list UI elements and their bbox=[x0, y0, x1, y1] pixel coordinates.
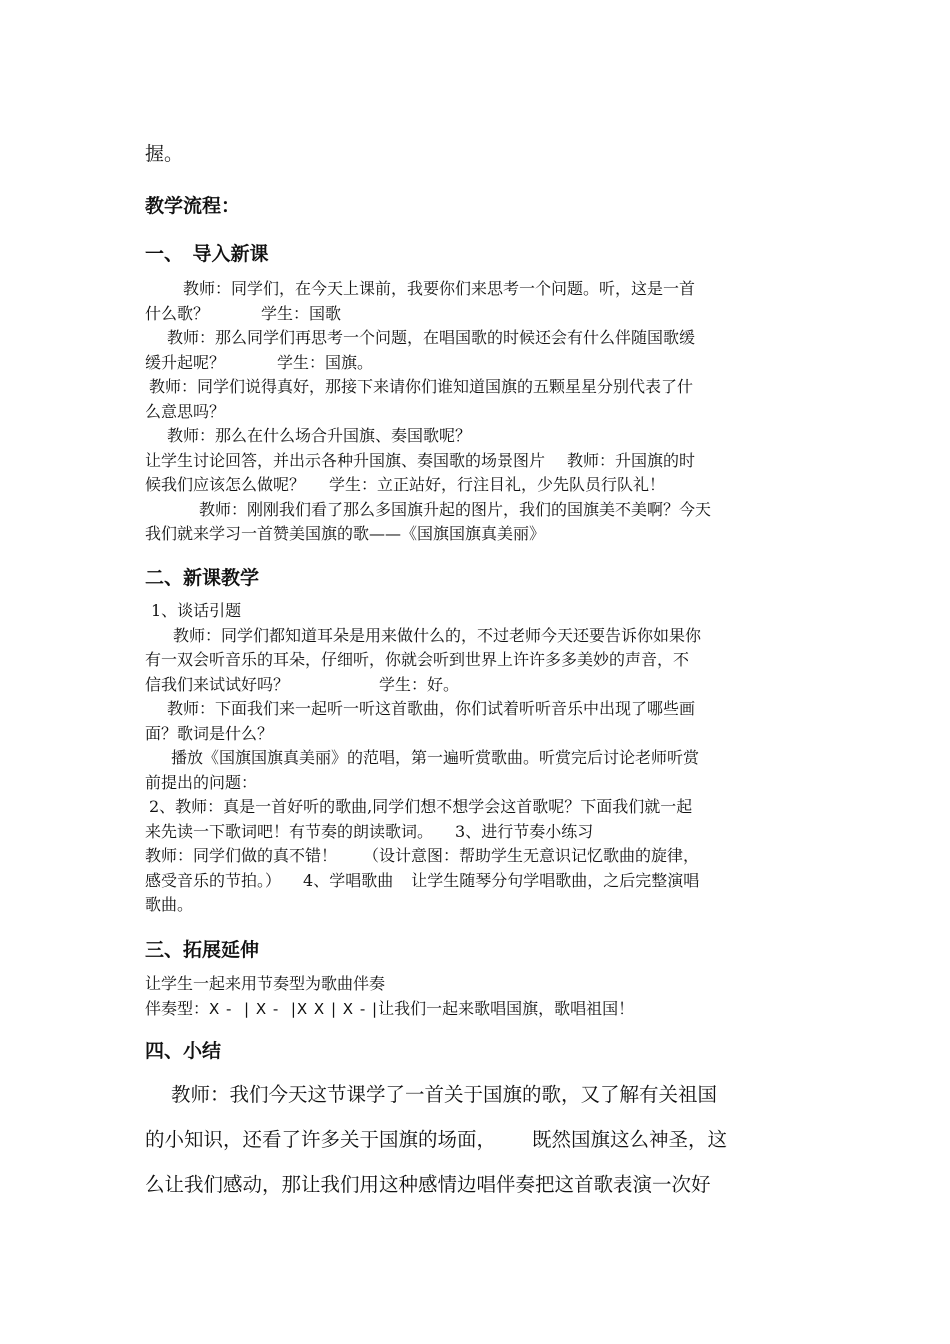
section-1-body bbox=[145, 277, 807, 547]
rhythm-line: 伴奏型：X - | X - |X X | X - |让我们一起来歌唱国旗，歌唱祖国！ bbox=[145, 998, 635, 1018]
paragraph: 么意思吗？ bbox=[145, 401, 226, 421]
paragraph: 2、教师：真是一首好听的歌曲,同学们想不想学会这首歌呢？下面我们就一起 bbox=[149, 797, 693, 816]
paragraph: 来先读一下歌词吧！有节奏的朗读歌词。 3、进行节奏小练习 bbox=[145, 821, 594, 841]
paragraph: 我们就来学习一首赞美国旗的歌——《国旗国旗真美丽》 bbox=[145, 524, 546, 543]
paragraph: 什么歌？ 学生：国歌 bbox=[145, 303, 342, 323]
paragraph: 教师：同学们说得真好，那接下来请你们谁知道国旗的五颗星星分别代表了什 bbox=[149, 377, 694, 396]
paragraph: 教师：那么在什么场合升国旗、奏国歌呢？ bbox=[167, 426, 472, 445]
section-1-title: 一、 导入新课 bbox=[145, 243, 269, 265]
paragraph: 有一双会听音乐的耳朵，仔细听，你就会听到世界上许许多多美妙的声音，不 bbox=[145, 650, 690, 669]
paragraph: 的小知识，还看了许多关于国旗的场面， 既然国旗这么神圣，这 bbox=[145, 1128, 728, 1151]
list-item: 1、谈话引题 bbox=[151, 601, 242, 620]
paragraph: 教师：下面我们来一起听一听这首歌曲，你们试着听听音乐中出现了哪些画 bbox=[167, 699, 696, 718]
section-2-title: 二、新课教学 bbox=[145, 567, 260, 589]
paragraph: 让学生讨论回答，并出示各种升国旗、奏国歌的场景图片 教师：升国旗的时 bbox=[145, 450, 696, 470]
text-fragment: 握。 bbox=[145, 143, 184, 165]
paragraph: 让学生一起来用节奏型为歌曲伴奏 bbox=[145, 974, 386, 993]
section-2-body bbox=[145, 599, 807, 918]
rhythm-pattern: X - | X - |X X | X - | bbox=[209, 999, 379, 1018]
paragraph: 面？歌词是什么？ bbox=[145, 723, 274, 743]
paragraph: 前提出的问题： bbox=[145, 772, 258, 792]
paragraph: 播放《国旗国旗真美丽》的范唱，第一遍听赏歌曲。听赏完后讨论老师听赏 bbox=[171, 748, 700, 767]
paragraph: 教师：我们今天这节课学了一首关于国旗的歌，又了解有关祖国 bbox=[171, 1083, 718, 1106]
paragraph: 候我们应该怎么做呢？ 学生：立正站好，行注目礼，少先队员行队礼！ bbox=[145, 475, 666, 494]
paragraph: 教师：同学们做的真不错！ （设计意图：帮助学生无意识记忆歌曲的旋律， bbox=[145, 846, 700, 865]
paragraph: 歌曲。 bbox=[145, 895, 194, 914]
section-3-body bbox=[145, 972, 807, 1021]
section-4-body bbox=[145, 1072, 807, 1207]
section-4-title: 四、小结 bbox=[145, 1040, 222, 1062]
paragraph: 教师：刚刚我们看了那么多国旗升起的图片，我们的国旗美不美啊？今天 bbox=[199, 499, 712, 519]
paragraph: 缓升起呢？ 学生：国旗。 bbox=[145, 352, 374, 372]
paragraph: 教师：同学们都知道耳朵是用来做什么的，不过老师今天还要告诉你如果你 bbox=[173, 625, 702, 645]
paragraph: 教师：同学们，在今天上课前，我要你们来思考一个问题。听，这是一首 bbox=[183, 279, 696, 298]
paragraph: 教师：那么同学们再思考一个问题，在唱国歌的时候还会有什么伴随国歌缓 bbox=[167, 328, 696, 347]
paragraph: 信我们来试试好吗？ 学生：好。 bbox=[145, 674, 460, 694]
paragraph: 感受音乐的节拍。） 4、学唱歌曲 让学生随琴分句学唱歌曲，之后完整演唱 bbox=[145, 870, 700, 890]
paragraph: 么让我们感动，那让我们用这种感情边唱伴奏把这首歌表演一次好 bbox=[145, 1173, 711, 1196]
heading-teaching-flow: 教学流程： bbox=[145, 195, 241, 217]
section-3-title: 三、拓展延伸 bbox=[145, 939, 260, 961]
